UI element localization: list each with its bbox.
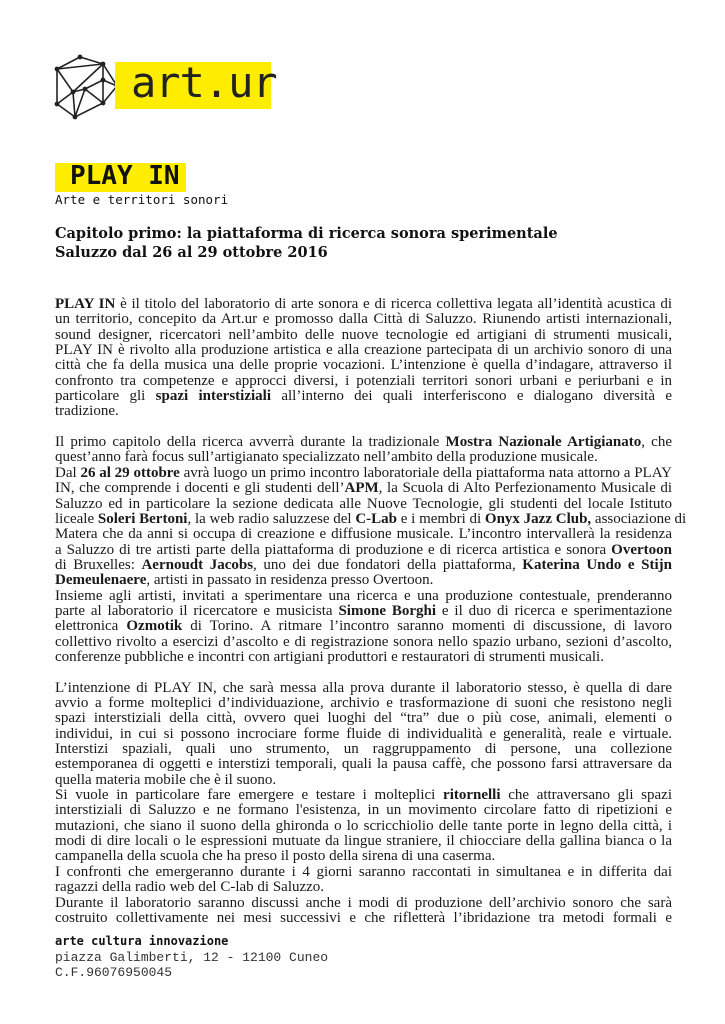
text-line: [55, 834, 672, 849]
paragraph: [55, 297, 672, 420]
footer: [55, 934, 328, 981]
text-line: [55, 604, 672, 619]
bold-text: Onyx Jazz Club,: [484, 510, 592, 527]
text-line: [55, 297, 672, 312]
text-line: [55, 880, 672, 895]
text: Interstizi spaziali, quali uno strumento, un raggruppamento di persone, una collezione: [55, 741, 672, 758]
text: liceale: [55, 510, 98, 527]
text: Si vuole in particolare fare emergere e testare i molteplici: [55, 787, 444, 804]
text: all’interno dei quali interferiscono e dialogano diversità e: [271, 388, 672, 405]
text: Matera che da anni si occupa di creazione e diffusione musicale. L’incontro intervallerà la residenza: [55, 526, 672, 543]
text: confronto tra competenze e approcci diversi, i potenziali territori sonori urbani e periurbani e in: [55, 372, 672, 389]
text: conferenze pubbliche e incontri con artigiani produttori e restauratori di strumenti musicali.: [55, 648, 604, 665]
text: mutazioni, che siano il suono della ghironda o lo scricchiolio delle tante porte in legno della città, i: [55, 817, 672, 834]
text: , artisti in passato in residenza presso Overtoon.: [146, 572, 434, 589]
text-line: [55, 328, 672, 343]
text-line: [55, 696, 672, 711]
text-line: [55, 788, 672, 803]
text: è il titolo del laboratorio di arte sonora e di ricerca collettiva legata all’identità acustica di: [115, 296, 672, 312]
text: L’intenzione di PLAY IN, che sarà messa alla prova durante il laboratorio stesso, è quella di dare: [55, 679, 672, 696]
text: PLAY IN è rivolto alla produzione artistica e alla creazione partecipata di un archivio sonoro di una: [55, 342, 672, 359]
paragraph: [55, 434, 687, 665]
text: collettivo rivolto a esercizi d’ascolto e di registrazione sonora nello spazio urbano, sezioni d’ascolto,: [55, 633, 672, 650]
bold-text: Soleri Bertoni: [97, 510, 188, 527]
text: particolare gli: [55, 388, 156, 405]
text-line: [55, 635, 672, 650]
text-line: [55, 911, 672, 926]
chapter-dates: Saluzzo dal 26 al 29 ottobre 2016: [55, 244, 328, 261]
text-line: [55, 374, 672, 389]
text: spazi interstiziali della città, ovvero quei luoghi del “tra” due o più cose, animali, elementi o: [55, 710, 672, 727]
text: I confronti che emergeranno durante i 4 giorni saranno raccontati in simultanea e in differita dai: [55, 863, 672, 880]
bold-text: Demeulenaere: [55, 572, 147, 589]
text-line: [55, 619, 672, 634]
text: Insieme agli artisti, invitati a sperimentare una ricerca e una produzione contestuale, prenderanno: [55, 587, 672, 604]
text: che attraversano gli spazi: [500, 787, 672, 804]
text: Il primo capitolo della ricerca avverrà durante la tradizionale: [55, 434, 446, 451]
text: Dal: [55, 464, 81, 481]
text: quella materia mobile che è il suono.: [55, 771, 277, 788]
text: di Bruxelles:: [55, 556, 142, 573]
text-line: [55, 510, 687, 527]
bold-text: APM: [344, 480, 379, 497]
text-line: [55, 558, 672, 573]
bold-text: Katerina Undo e Stijn: [522, 556, 672, 573]
bold-text: PLAY IN: [55, 296, 116, 312]
text: estemporanea di oggetti e interstizi temporali, quali la pausa caffè, che possono farsi attraversare da: [55, 756, 672, 773]
text-line: [55, 681, 672, 696]
text-line: [55, 543, 672, 558]
text-line: [55, 757, 672, 772]
text: individui, in cui si possono incrociare forme fluide di individualità e generalità, reale e virtuale.: [55, 725, 672, 742]
text: , la Scuola di Alto Perfezionamento Musicale di: [378, 480, 673, 497]
network-logo-icon: [50, 50, 122, 122]
text: di Torino. A ritmare l’incontro saranno momenti di discussione, di lavoro: [182, 618, 673, 635]
project-subtitle: Arte e territori sonori: [55, 192, 229, 207]
text: a Saluzzo di tre artisti parte della piattaforma di produzione e di ricerca artistica e sonora: [55, 541, 612, 558]
footer-address: piazza Galimberti, 12 - 12100 Cuneo: [55, 949, 329, 965]
bold-text: Ozmotik: [126, 618, 183, 635]
text: avvio a forme molteplici d’individuazione, archivio e trasformazione di suoni che resistono negli: [55, 695, 672, 712]
project-title-box: [55, 163, 186, 192]
text: associazione di: [591, 510, 687, 527]
text-line: [55, 742, 672, 757]
text: ragazzi della radio web del C-lab di Saluzzo.: [55, 879, 325, 896]
text-line: [55, 650, 672, 665]
text: tradizione.: [55, 403, 119, 420]
text: modi di dire locali o le espressioni mutuate da lingue straniere, il chiocciare della gallina bianca o la: [55, 833, 672, 850]
bold-text: Mostra Nazionale Artigianato: [445, 434, 642, 451]
text-line: [55, 727, 672, 742]
text: elettronica: [55, 618, 127, 635]
text-line: [55, 819, 672, 834]
text: città che fa della musica una delle proprie vocazioni. L’intenzione è quella d’indagare, attraverso il: [55, 357, 672, 374]
text: e il duo di ricerca e sperimentazione: [436, 602, 672, 619]
chapter-heading: Capitolo primo: la piattaforma di ricerca sonora sperimentale: [55, 225, 558, 242]
text: un territorio, concepito da Art.ur e promosso dalla Città di Saluzzo. Riunendo artisti internazionali,: [55, 311, 672, 328]
text-line: [55, 389, 672, 404]
text-line: [55, 803, 672, 818]
logo-text: art.ur: [131, 58, 277, 107]
text: Saluzzo ed in particolare la sezione dedicata alle Nuove Tecnologie, gli studenti del locale Istituto: [55, 495, 672, 512]
bold-text: Simone Borghi: [338, 602, 437, 619]
bold-text: Aernoudt Jacobs: [141, 556, 254, 573]
text-line: [55, 711, 672, 726]
project-title: PLAY IN: [70, 161, 180, 191]
text: campanella della scuola che ha preso il posto della sirena di una caserma.: [55, 848, 496, 865]
text: sound designer, ricercatori nell’ambito delle nuove tecnologie ed artigiani di strumenti musicali,: [55, 326, 672, 343]
text-line: [55, 404, 672, 419]
bold-text: Overtoon: [611, 541, 672, 558]
text: costruito collettivamente nei mesi successivi e che rifletterà l’ibridazione tra metodi formali e: [55, 909, 672, 926]
bold-text: C-Lab: [355, 510, 397, 527]
text-line: [55, 865, 672, 880]
text: interstiziali di Saluzzo e ne formano l'esistenza, in un movimento circolare fatto di ripetizioni e: [55, 802, 672, 819]
paragraph: [55, 681, 672, 927]
text: , uno dei due fondatori della piattaforma,: [253, 556, 523, 573]
bold-text: ritornelli: [443, 787, 501, 804]
text: IN, che comprende i docenti e gli studenti dell’: [55, 480, 345, 497]
text-line: [55, 573, 672, 588]
text-line: [55, 527, 672, 542]
bold-text: 26 al 29 ottobre: [80, 464, 180, 481]
text-line: [55, 358, 672, 373]
text-line: [55, 343, 672, 358]
logo-wordmark: [115, 58, 277, 109]
bold-text: spazi interstiziali: [155, 388, 271, 405]
text-line: [55, 450, 672, 465]
text-line: [55, 466, 672, 481]
text: Durante il laboratorio saranno discussi anche i modi di produzione dell’archivio sonoro che sarà: [55, 894, 672, 911]
text: parte al laboratorio il ricercatore e musicista: [55, 602, 339, 619]
document-body: [55, 296, 687, 942]
text: , la web radio saluzzese del: [187, 510, 356, 527]
text-line: [55, 481, 672, 496]
footer-org: arte cultura innovazione: [55, 934, 229, 948]
text: quest’anno farà focus sull’artigianato specializzato nell’ambito della produzione musicale.: [55, 449, 598, 466]
text-line: [55, 497, 672, 512]
text: , che: [641, 434, 672, 451]
text: e i membri di: [397, 510, 485, 527]
text: avrà luogo un primo incontro laboratoriale della piattaforma nata attorno a PLAY: [179, 464, 672, 481]
text-line: [55, 773, 672, 788]
text-line: [55, 896, 672, 911]
text-line: [55, 849, 672, 864]
text-line: [55, 435, 672, 450]
text-line: [55, 312, 672, 327]
footer-tax-code: C.F.96076950045: [55, 965, 173, 980]
text-line: [55, 589, 672, 604]
